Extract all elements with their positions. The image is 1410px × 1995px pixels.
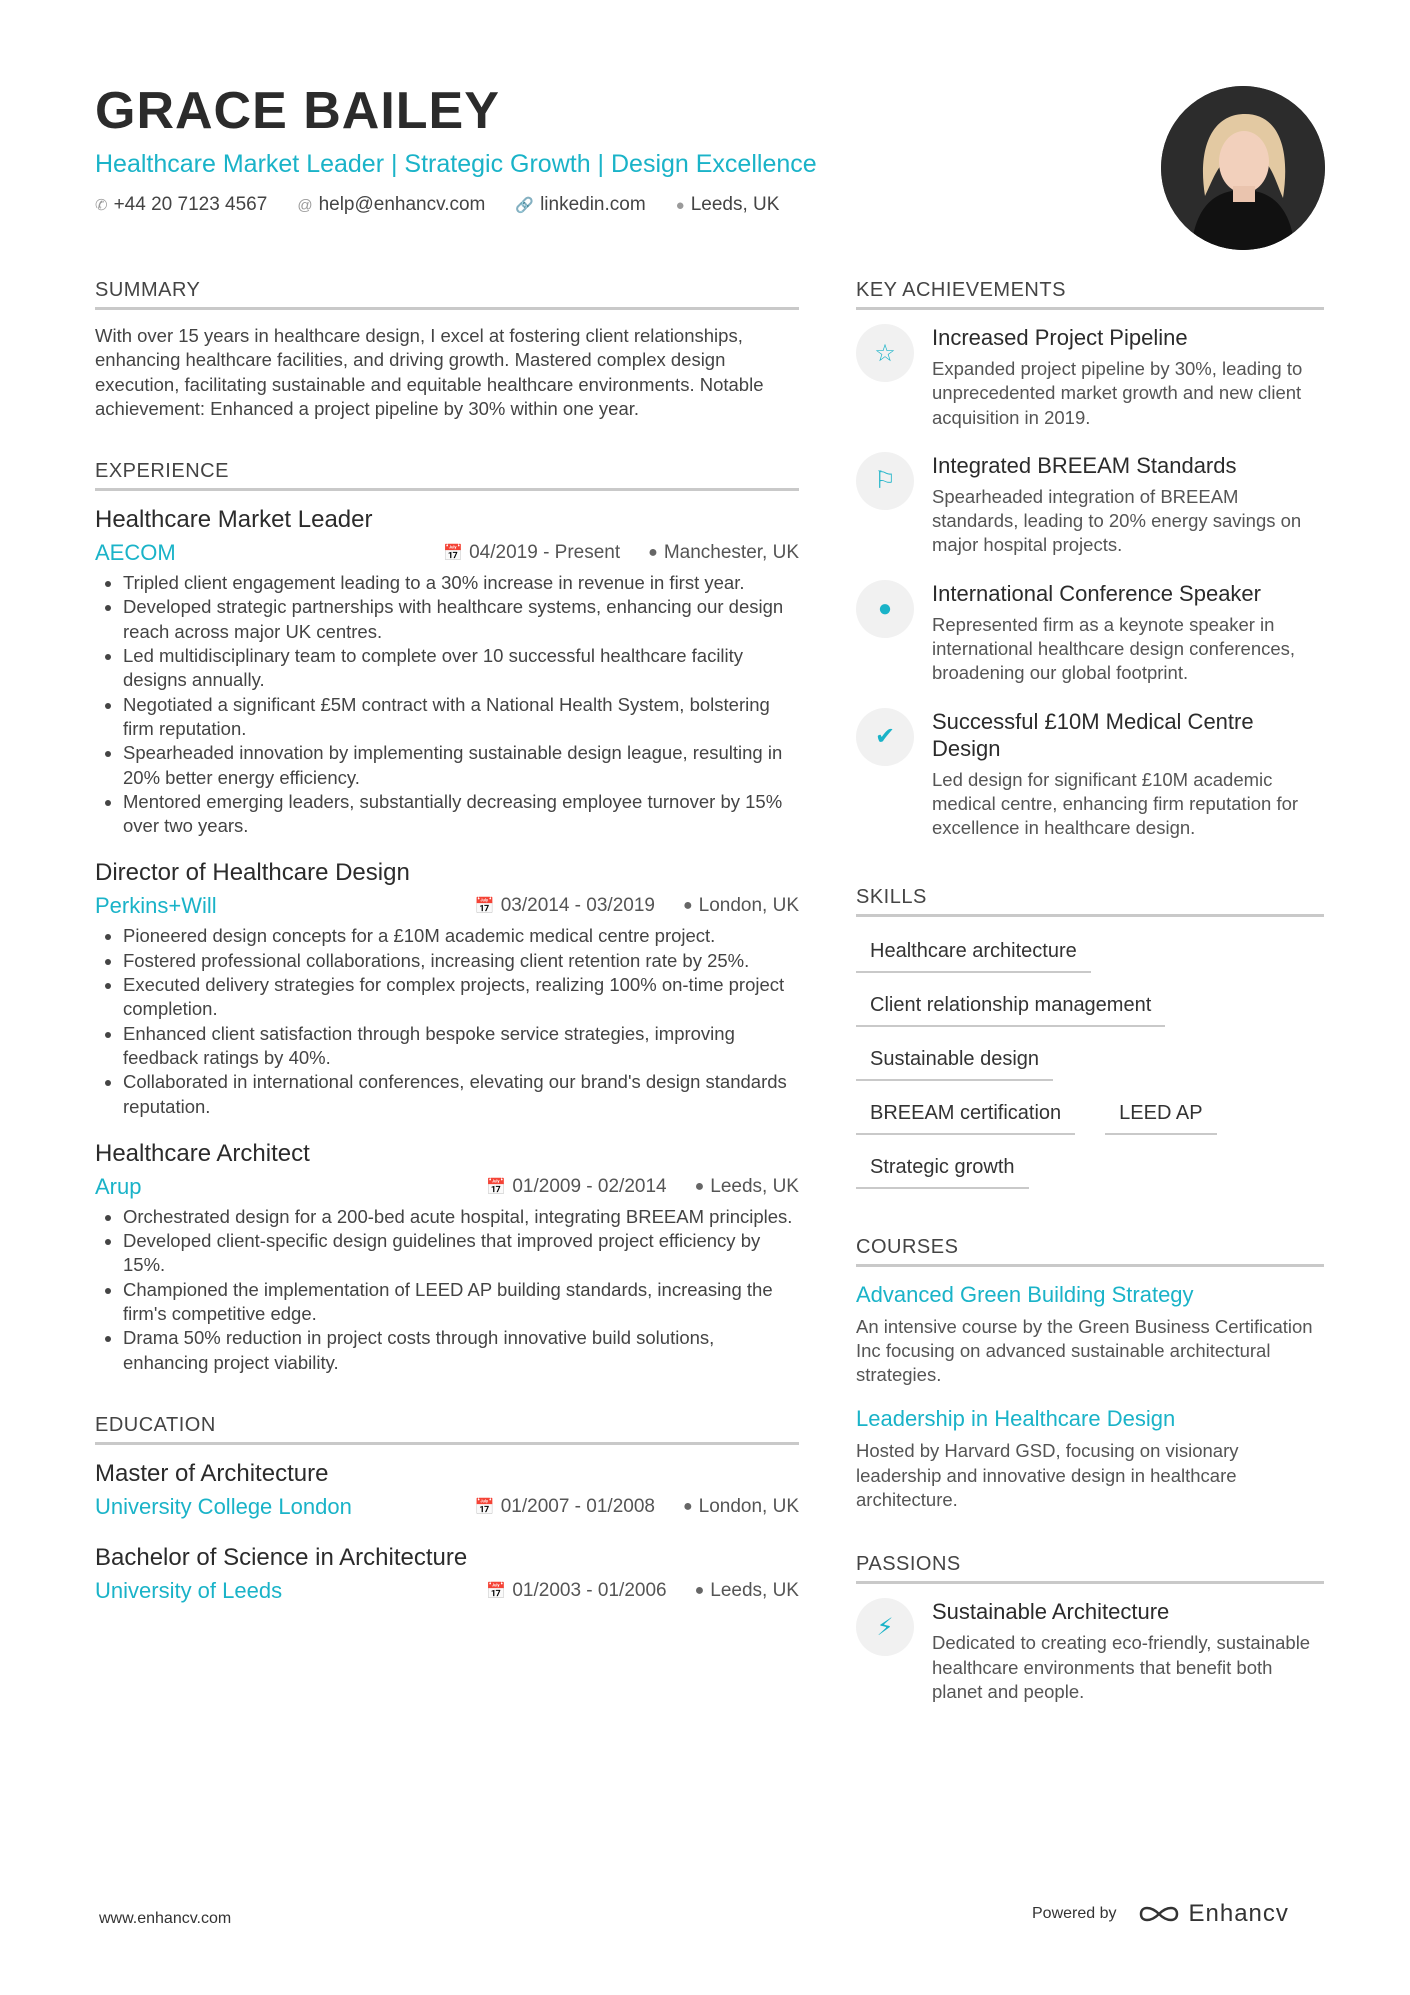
job-bullet: • Developed strategic partnerships with healthcare systems, enhancing our design reach across major UK centres.: [123, 595, 799, 644]
calendar-icon: 📅: [443, 545, 464, 563]
contact-phone: [95, 194, 267, 216]
job-bullet: • Developed client-specific design guidelines that improved project efficiency by 15%.: [123, 1229, 799, 1278]
location-icon: ●: [682, 897, 693, 915]
job-title: Healthcare Market Leader: [95, 506, 373, 534]
job-bullet: • Collaborated in international conferences, elevating our brand's design standards reputation.: [123, 1070, 799, 1119]
enhancv-logo-icon: [1137, 1902, 1181, 1926]
left-column: [95, 278, 799, 1627]
contact-list: [95, 194, 1195, 216]
achievement-title: International Conference Speaker: [932, 580, 1261, 606]
education-degree: Bachelor of Science in Architecture: [95, 1543, 468, 1571]
job-bullets: [95, 571, 799, 838]
job-meta-row: [95, 539, 799, 567]
job-location: [683, 895, 799, 917]
course-desc: An intensive course by the Green Business Certification Inc focusing on advanced sustainable architectural strategies.: [856, 1315, 1313, 1386]
job-bullet: • Fostered professional collaborations, increasing client retention rate by 25%.: [123, 949, 799, 973]
skill-tag: Sustainable design: [856, 1039, 1053, 1081]
course-item: [856, 1281, 1324, 1388]
calendar-icon: 📅: [486, 1582, 507, 1600]
link-icon: 🔗: [515, 197, 535, 214]
education-school: University of Leeds: [95, 1577, 283, 1603]
passion-desc: Dedicated to creating eco-friendly, sustainable healthcare environments that benefit both planet and people.: [932, 1632, 1311, 1702]
achievement-item: [856, 324, 1324, 430]
at-icon: @: [297, 196, 313, 214]
job-entry: [95, 505, 799, 838]
location-icon: ●: [694, 1581, 705, 1599]
education-dates-text: 01/2007 - 01/2008: [500, 1495, 655, 1517]
job-bullet: • Drama 50% reduction in project costs through innovative build solutions, enhancing project viability.: [123, 1326, 799, 1375]
phone-icon: ✆: [95, 197, 108, 214]
skills-list: [856, 931, 1324, 1189]
job-dates-text: 04/2019 - Present: [469, 542, 621, 564]
job-location: [695, 1176, 799, 1198]
head-icon: ●: [856, 580, 914, 638]
education-meta-row: [95, 1577, 799, 1605]
job-company: Arup: [95, 1173, 142, 1199]
bolt-icon: ⚡: [856, 1598, 914, 1656]
achievement-title: Increased Project Pipeline: [932, 325, 1188, 350]
job-title: Director of Healthcare Design: [95, 859, 410, 887]
course-title: Advanced Green Building Strategy: [856, 1281, 1194, 1307]
contact-location-text: Leeds, UK: [690, 194, 780, 215]
achievement-desc: Spearheaded integration of BREEAM standards, leading to 20% energy savings on major hospital projects.: [932, 485, 1302, 556]
summary-heading: SUMMARY: [95, 278, 799, 310]
achievement-title: Successful £10M Medical Centre Design: [932, 708, 1254, 761]
location-icon: ●: [675, 196, 685, 214]
education-location: [683, 1496, 799, 1518]
passion-title: Sustainable Architecture: [932, 1599, 1170, 1625]
contact-linkedin[interactable]: [515, 194, 645, 216]
job-location: [648, 542, 799, 564]
flag-icon: ⚐: [856, 452, 914, 510]
right-column: [856, 278, 1324, 1726]
achievement-desc: Led design for significant £10M academic medical centre, enhancing firm reputation for excellence in healthcare design.: [932, 768, 1299, 839]
education-meta-row: [95, 1493, 799, 1521]
job-location-text: Manchester, UK: [663, 542, 799, 564]
job-dates: [486, 1176, 666, 1198]
brand-logo: [1137, 1900, 1289, 1928]
contact-email-text[interactable]: help@enhancv.com: [318, 194, 486, 215]
job-bullet: • Tripled client engagement leading to a 30% increase in revenue in first year.: [123, 571, 799, 595]
job-meta-row: [95, 892, 799, 920]
location-icon: ●: [648, 544, 658, 562]
job-entry: [95, 1139, 799, 1375]
job-bullet: • Orchestrated design for a 200-bed acute hospital, integrating BREEAM principles.: [123, 1205, 799, 1229]
job-meta-row: [95, 1173, 799, 1201]
job-location-text: Leeds, UK: [710, 1175, 799, 1197]
job-bullet: • Mentored emerging leaders, substantially decreasing employee turnover by 15% over two years.: [123, 790, 799, 839]
achievement-desc: Expanded project pipeline by 30%, leading to unprecedented market growth and new client acquisition in 2019.: [932, 358, 1303, 428]
job-bullet: • Enhanced client satisfaction through bespoke service strategies, improving feedback ratings by 40%.: [123, 1022, 799, 1071]
job-bullet: • Led multidisciplinary team to complete over 10 successful healthcare facility designs annually.: [123, 644, 799, 693]
contact-location: [676, 194, 780, 216]
candidate-name: GRACE BAILEY: [95, 82, 500, 140]
job-dates-text: 01/2009 - 02/2014: [512, 1175, 667, 1197]
skill-tag: Client relationship management: [856, 985, 1165, 1027]
achievement-desc: Represented firm as a keynote speaker in international healthcare design conferences, broadening our global footprint.: [932, 613, 1296, 684]
education-dates-text: 01/2003 - 01/2006: [512, 1579, 667, 1601]
courses-heading: COURSES: [856, 1235, 1324, 1267]
contact-email[interactable]: [297, 194, 485, 216]
contact-linkedin-text[interactable]: linkedin.com: [540, 194, 646, 215]
powered-by-label: Powered by: [1032, 1905, 1117, 1922]
job-bullets: [95, 924, 799, 1118]
resume-header: [95, 80, 1195, 216]
skills-heading: SKILLS: [856, 885, 1324, 917]
skill-tag: Healthcare architecture: [856, 931, 1091, 973]
experience-heading: EXPERIENCE: [95, 459, 799, 491]
calendar-icon: 📅: [474, 898, 495, 916]
profile-photo: [1161, 86, 1325, 250]
education-location-text: Leeds, UK: [710, 1579, 799, 1601]
summary-text: With over 15 years in healthcare design, I excel at fostering client relationships, enhancing healthcare facilities, and driving growth. Mastered complex design execution, facilitating sustainable and equitable healthcare environments. Notable achievement: Enhanced a project pipeline by 30% within one year.: [95, 325, 764, 419]
education-location-text: London, UK: [698, 1495, 799, 1517]
passions-heading: PASSIONS: [856, 1552, 1324, 1584]
skill-tag: BREEAM certification: [856, 1093, 1075, 1135]
job-bullet: • Executed delivery strategies for complex projects, realizing 100% on-time project completion.: [123, 973, 799, 1022]
achievements-heading: KEY ACHIEVEMENTS: [856, 278, 1324, 310]
check-icon: ✔: [856, 708, 914, 766]
brand-name: Enhancv: [1188, 1900, 1289, 1927]
education-dates: [486, 1580, 666, 1602]
job-bullet: • Spearheaded innovation by implementing sustainable design league, resulting in 20% better energy efficiency.: [123, 741, 799, 790]
job-bullet: • Negotiated a significant £5M contract with a National Health System, bolstering firm reputation.: [123, 693, 799, 742]
calendar-icon: 📅: [474, 1498, 495, 1516]
education-school: University College London: [95, 1493, 352, 1519]
course-desc: Hosted by Harvard GSD, focusing on visionary leadership and innovative design in healthcare architecture.: [856, 1440, 1239, 1511]
job-company: Perkins+Will: [95, 893, 217, 919]
location-icon: ●: [694, 1177, 705, 1195]
job-dates: [443, 542, 620, 564]
job-location-text: London, UK: [698, 895, 799, 917]
education-heading: EDUCATION: [95, 1413, 799, 1445]
job-dates-text: 03/2014 - 03/2019: [500, 895, 655, 917]
education-entry: [95, 1459, 799, 1521]
course-item: [856, 1405, 1324, 1512]
job-company: AECOM: [95, 540, 176, 566]
job-bullets: [95, 1205, 799, 1375]
job-bullet: • Pioneered design concepts for a £10M academic medical centre project.: [123, 924, 799, 948]
calendar-icon: 📅: [486, 1178, 507, 1196]
job-bullet: • Championed the implementation of LEED AP building standards, increasing the firm's competitive edge.: [123, 1278, 799, 1327]
footer-website[interactable]: www.enhancv.com: [99, 1910, 232, 1927]
job-dates: [475, 895, 655, 917]
education-degree: Master of Architecture: [95, 1459, 329, 1487]
education-dates: [475, 1496, 655, 1518]
education-location: [695, 1580, 799, 1602]
job-title: Healthcare Architect: [95, 1139, 310, 1167]
skill-tag: Strategic growth: [856, 1147, 1029, 1189]
skill-tag: LEED AP: [1105, 1093, 1216, 1135]
education-entry: [95, 1543, 799, 1605]
achievement-item: [856, 708, 1324, 841]
contact-phone-text: +44 20 7123 4567: [113, 194, 268, 215]
passion-item: [856, 1598, 1324, 1704]
footer-branding: [1032, 1900, 1289, 1928]
location-icon: ●: [682, 1497, 693, 1515]
achievement-item: [856, 452, 1324, 558]
course-title: Leadership in Healthcare Design: [856, 1406, 1176, 1432]
job-entry: [95, 858, 799, 1118]
candidate-tagline: Healthcare Market Leader | Strategic Growth | Design Excellence: [95, 150, 817, 178]
achievement-title: Integrated BREEAM Standards: [932, 452, 1237, 478]
star-icon: ☆: [856, 324, 914, 382]
achievement-item: [856, 580, 1324, 686]
